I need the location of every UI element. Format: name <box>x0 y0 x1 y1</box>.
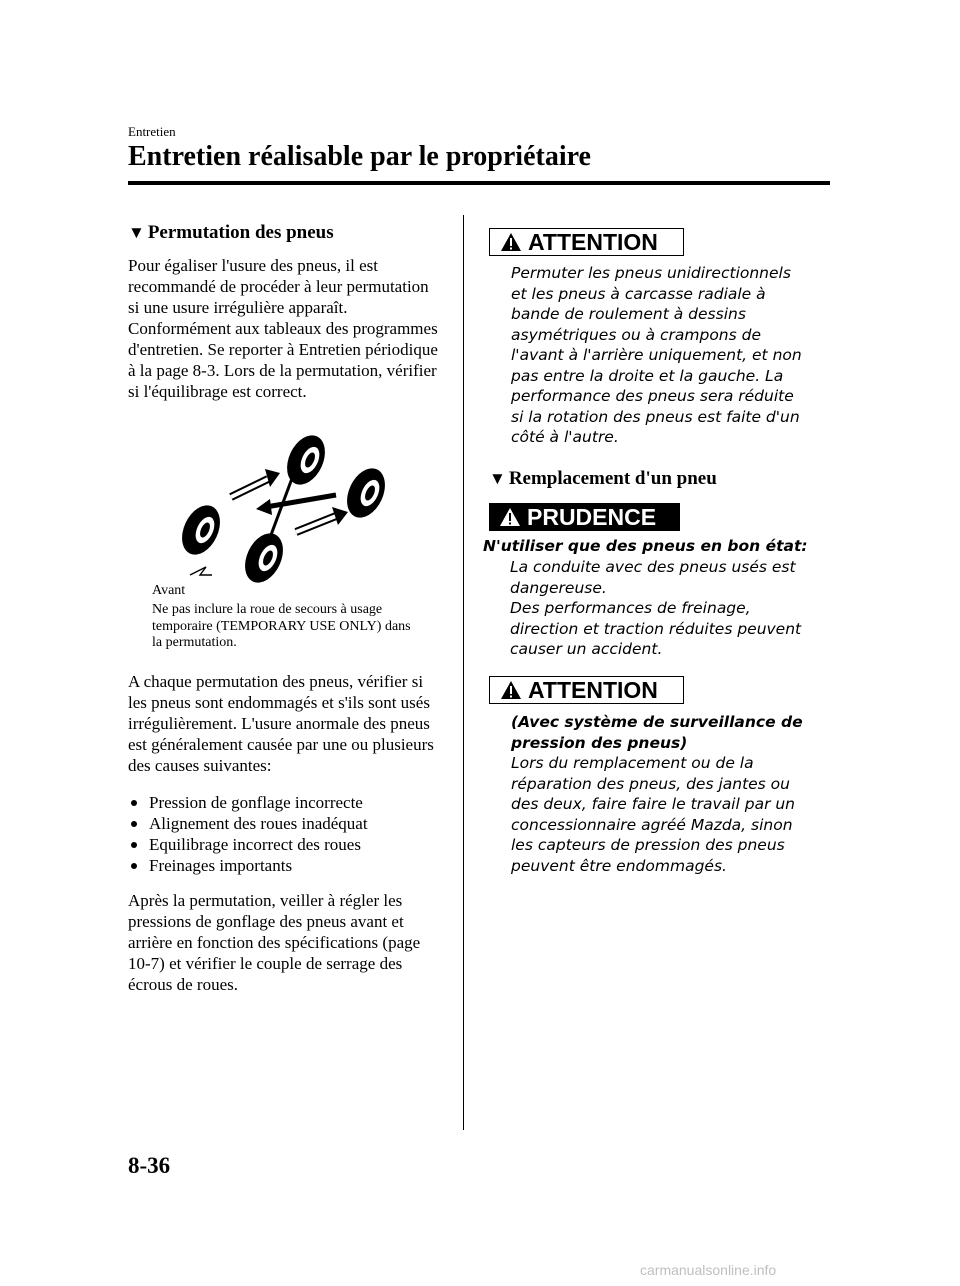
list-item: Alignement des roues inadéquat <box>128 813 444 834</box>
figure-label: Avant <box>152 583 186 598</box>
arrow-rear-left-to-front-right <box>296 507 348 532</box>
prudence-lead: N'utiliser que des pneus en bon état: <box>483 537 808 555</box>
tire-front-right-icon <box>280 429 333 490</box>
inspection-text: A chaque permutation des pneus, vérifier si les pneus sont endommagés et s'ils sont usés irrégulièrement. L'usure anormale des pneus est généralement causée par une ou plusieurs des causes suivantes: <box>128 672 434 775</box>
figure-note: Ne pas inclure la roue de secours à usage temporaire (TEMPORARY USE ONLY) dans la permutation. <box>152 602 411 650</box>
rotation-heading: ▼ Permutation des pneus <box>128 222 334 243</box>
causes-list <box>128 792 444 876</box>
attention-text-1: Permuter les pneus unidirectionnels et les pneus à carcasse radiale à bande de roulement à dessins asymétriques ou à crampons de l'avant à l'arrière uniquement, et non pas entre la droite et la gauche. La performance des pneus sera réduite si la rotation des pneus est faite d'un côté à l'autre. <box>511 264 802 446</box>
column-divider <box>463 215 464 1130</box>
warning-icon <box>500 232 522 252</box>
tire-rear-right-icon <box>340 462 393 523</box>
attention-text-2: Lors du remplacement ou de la réparation des pneus, des jantes ou des deux, faire faire le travail par un concessionnaire agréé Mazda, sinon les capteurs de pression des pneus peuvent être endommagés. <box>511 754 796 875</box>
replacement-heading: ▼ Remplacement d'un pneu <box>489 468 717 489</box>
attention-lead-2: (Avec système de surveillance de pression des pneus) <box>511 713 803 752</box>
arrow-horizontal-cross <box>256 495 336 515</box>
watermark: carmanualsonline.info <box>640 1262 777 1278</box>
triangle-down-icon: ▼ <box>128 223 145 242</box>
header-divider <box>128 181 830 185</box>
list-item: Freinages importants <box>128 855 444 876</box>
page-number: 8-36 <box>128 1153 171 1178</box>
list-item: Pression de gonflage incorrecte <box>128 792 444 813</box>
tire-rotation-diagram <box>176 425 416 590</box>
warning-icon <box>500 680 522 700</box>
after-rotation-text: Après la permutation, veiller à régler les pressions de gonflage des pneus avant et arrière en fonction des spécifications (page 10-7) et vérifier le couple de serrage des écrous de roues. <box>128 891 421 994</box>
page-title: Entretien réalisable par le propriétaire <box>128 141 591 172</box>
prudence-label: PRUDENCE <box>527 503 657 530</box>
attention-label: ATTENTION <box>528 228 658 255</box>
triangle-down-icon: ▼ <box>489 469 506 488</box>
arrow-front-right-to-rear-left <box>231 469 280 497</box>
prudence-box <box>489 503 680 531</box>
attention-label: ATTENTION <box>528 676 658 703</box>
rotation-intro: Pour égaliser l'usure des pneus, il est recommandé de procéder à leur permutation si une usure irrégulière apparaît. Conformément aux tableaux des programmes d'entretien. Se reporter à Entretien périodique à la page 8-3. Lors de la permutation, vérifier si l'équilibrage est correct. <box>128 256 438 401</box>
warning-icon <box>499 507 521 527</box>
attention-box-2 <box>489 676 684 704</box>
tire-front-left-icon <box>176 499 227 560</box>
prudence-text: La conduite avec des pneus usés est dangereuse. Des performances de freinage, direction et traction réduites peuvent causer un accident. <box>510 558 802 658</box>
front-direction-icon <box>190 567 212 575</box>
tire-rear-left-icon <box>238 527 291 588</box>
list-item: Equilibrage incorrect des roues <box>128 834 444 855</box>
attention-box-1 <box>489 228 684 256</box>
section-label: Entretien <box>128 124 176 139</box>
